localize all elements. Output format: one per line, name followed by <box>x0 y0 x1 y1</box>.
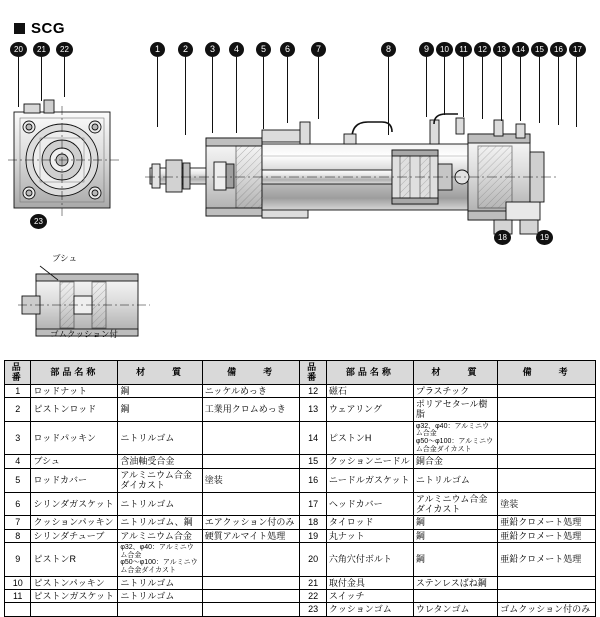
cylinder-cross-section-svg <box>0 34 600 344</box>
callout-22: 22 <box>56 42 73 57</box>
callout-5: 5 <box>256 42 271 57</box>
table-row <box>5 492 596 516</box>
part-name: ピストンH <box>326 421 413 455</box>
part-material: φ32、φ40：アルミニウム合金 φ50～φ100：アルミニウム合金ダイカスト <box>118 542 202 576</box>
part-name: ピストンR <box>31 542 118 576</box>
part-name: シリンダガスケット <box>31 492 118 516</box>
part-material: 鋼 <box>118 398 202 422</box>
table-row <box>5 455 596 468</box>
part-remark: 亜鉛クロメート処理 <box>498 542 596 576</box>
col-num-left: 品番 <box>5 361 31 385</box>
part-remark <box>202 492 300 516</box>
part-number: 4 <box>5 455 31 468</box>
part-name: ロッドパッキン <box>31 421 118 455</box>
part-material: ステンレスばね鋼 <box>413 576 497 589</box>
callout-20: 20 <box>10 42 27 57</box>
part-remark <box>498 589 596 602</box>
part-number: 21 <box>300 576 326 589</box>
part-material: φ32、φ40：アルミニウム合金 φ50～φ100：アルミニウム合金ダイカスト <box>413 421 497 455</box>
callout-11: 11 <box>455 42 472 57</box>
part-remark <box>498 398 596 422</box>
part-number: 17 <box>300 492 326 516</box>
part-name: 六角穴付ボルト <box>326 542 413 576</box>
table-header-row <box>5 361 596 385</box>
part-remark: エアクッション付のみ <box>202 516 300 529</box>
table-body <box>5 384 596 616</box>
part-material: ニトリルゴム <box>118 492 202 516</box>
part-remark <box>202 542 300 576</box>
col-name-left: 部品名称 <box>31 361 118 385</box>
part-material: ニトリルゴム <box>118 421 202 455</box>
table-row <box>5 421 596 455</box>
part-remark <box>202 421 300 455</box>
part-name: シリンダチューブ <box>31 529 118 542</box>
part-remark: 塗装 <box>498 492 596 516</box>
part-material: ニトリルゴム <box>118 576 202 589</box>
col-name-right: 部品名称 <box>326 361 413 385</box>
part-name: 磁石 <box>326 384 413 397</box>
callout-12: 12 <box>474 42 491 57</box>
part-material: ニトリルゴム、鋼 <box>118 516 202 529</box>
part-remark <box>498 576 596 589</box>
part-number: 14 <box>300 421 326 455</box>
part-name: 取付金具 <box>326 576 413 589</box>
part-number: 12 <box>300 384 326 397</box>
part-remark: 硬質アルマイト処理 <box>202 529 300 542</box>
part-number: 1 <box>5 384 31 397</box>
part-number: 16 <box>300 468 326 492</box>
part-number: 3 <box>5 421 31 455</box>
part-name: クッションニードル <box>326 455 413 468</box>
col-remark-left: 備 考 <box>202 361 300 385</box>
part-name: ウェアリング <box>326 398 413 422</box>
page-title-label: SCG <box>31 20 66 37</box>
part-remark: ニッケルめっき <box>202 384 300 397</box>
part-material: アルミニウム合金 <box>118 529 202 542</box>
rubber-cushion-caption: ゴムクッション付 <box>50 329 118 339</box>
table-row <box>5 516 596 529</box>
part-number: 7 <box>5 516 31 529</box>
part-material: 鋼 <box>413 542 497 576</box>
callout-10: 10 <box>436 42 453 57</box>
callout-2: 2 <box>178 42 193 57</box>
part-remark <box>202 455 300 468</box>
part-remark: 塗装 <box>202 468 300 492</box>
parts-table <box>4 360 596 617</box>
part-name: ピストンパッキン <box>31 576 118 589</box>
part-number: 9 <box>5 542 31 576</box>
part-name: ブシュ <box>31 455 118 468</box>
square-marker-icon <box>14 23 25 34</box>
table-row <box>5 576 596 589</box>
part-number: 18 <box>300 516 326 529</box>
table-row <box>5 468 596 492</box>
part-number: 20 <box>300 542 326 576</box>
table-row <box>5 529 596 542</box>
col-material-left: 材 質 <box>118 361 202 385</box>
callout-19: 19 <box>536 230 553 245</box>
part-name: 丸ナット <box>326 529 413 542</box>
callout-4: 4 <box>229 42 244 57</box>
callout-16: 16 <box>550 42 567 57</box>
part-number: 5 <box>5 468 31 492</box>
part-number: 8 <box>5 529 31 542</box>
part-remark <box>202 576 300 589</box>
part-material: プラスチック <box>413 384 497 397</box>
part-name: スイッチ <box>326 589 413 602</box>
callout-17: 17 <box>569 42 586 57</box>
part-material <box>413 589 497 602</box>
col-material-right: 材 質 <box>413 361 497 385</box>
part-remark <box>498 468 596 492</box>
part-material: 含油軸受合金 <box>118 455 202 468</box>
callout-23: 23 <box>30 214 47 229</box>
table-row <box>5 589 596 602</box>
callout-13: 13 <box>493 42 510 57</box>
part-material: アルミニウム合金ダイカスト <box>118 468 202 492</box>
bush-caption: ブシュ <box>52 253 77 263</box>
callout-1: 1 <box>150 42 165 57</box>
part-material: 鋼 <box>413 529 497 542</box>
part-material: ニトリルゴム <box>413 468 497 492</box>
part-number: 6 <box>5 492 31 516</box>
table-row <box>5 542 596 576</box>
part-name: ニードルガスケット <box>326 468 413 492</box>
part-material: 銅合金 <box>413 455 497 468</box>
part-number: 10 <box>5 576 31 589</box>
part-remark: 亜鉛クロメート処理 <box>498 516 596 529</box>
callout-9: 9 <box>419 42 434 57</box>
part-number: 23 <box>300 603 326 616</box>
part-name: タイロッド <box>326 516 413 529</box>
part-material: アルミニウム合金ダイカスト <box>413 492 497 516</box>
callout-3: 3 <box>205 42 220 57</box>
part-remark: 亜鉛クロメート処理 <box>498 529 596 542</box>
part-name: ヘッドカバー <box>326 492 413 516</box>
part-number: 2 <box>5 398 31 422</box>
callout-7: 7 <box>311 42 326 57</box>
callout-6: 6 <box>280 42 295 57</box>
part-number: 19 <box>300 529 326 542</box>
part-name: ロッドカバー <box>31 468 118 492</box>
part-name: ピストンロッド <box>31 398 118 422</box>
part-remark: ゴムクッション付のみ <box>498 603 596 616</box>
assembly-drawing <box>0 34 600 344</box>
part-material: ポリアセタール樹脂 <box>413 398 497 422</box>
table-row <box>5 603 596 616</box>
part-remark: 工業用クロムめっき <box>202 398 300 422</box>
part-number: 11 <box>5 589 31 602</box>
col-num-right: 品番 <box>300 361 326 385</box>
callout-21: 21 <box>33 42 50 57</box>
table-row <box>5 384 596 397</box>
callout-8: 8 <box>381 42 396 57</box>
part-remark <box>498 384 596 397</box>
part-remark <box>202 589 300 602</box>
part-number: 13 <box>300 398 326 422</box>
part-name: ロッドナット <box>31 384 118 397</box>
part-material: ニトリルゴム <box>118 589 202 602</box>
part-material: 鋼 <box>118 384 202 397</box>
callout-14: 14 <box>512 42 529 57</box>
callout-18: 18 <box>494 230 511 245</box>
part-remark <box>498 455 596 468</box>
col-remark-right: 備 考 <box>498 361 596 385</box>
part-name: ピストンガスケット <box>31 589 118 602</box>
part-number: 22 <box>300 589 326 602</box>
table-row <box>5 398 596 422</box>
part-material: 鋼 <box>413 516 497 529</box>
callout-15: 15 <box>531 42 548 57</box>
part-name: クッションゴム <box>326 603 413 616</box>
part-name: クッションパッキン <box>31 516 118 529</box>
part-material: ウレタンゴム <box>413 603 497 616</box>
part-remark <box>498 421 596 455</box>
part-number: 15 <box>300 455 326 468</box>
